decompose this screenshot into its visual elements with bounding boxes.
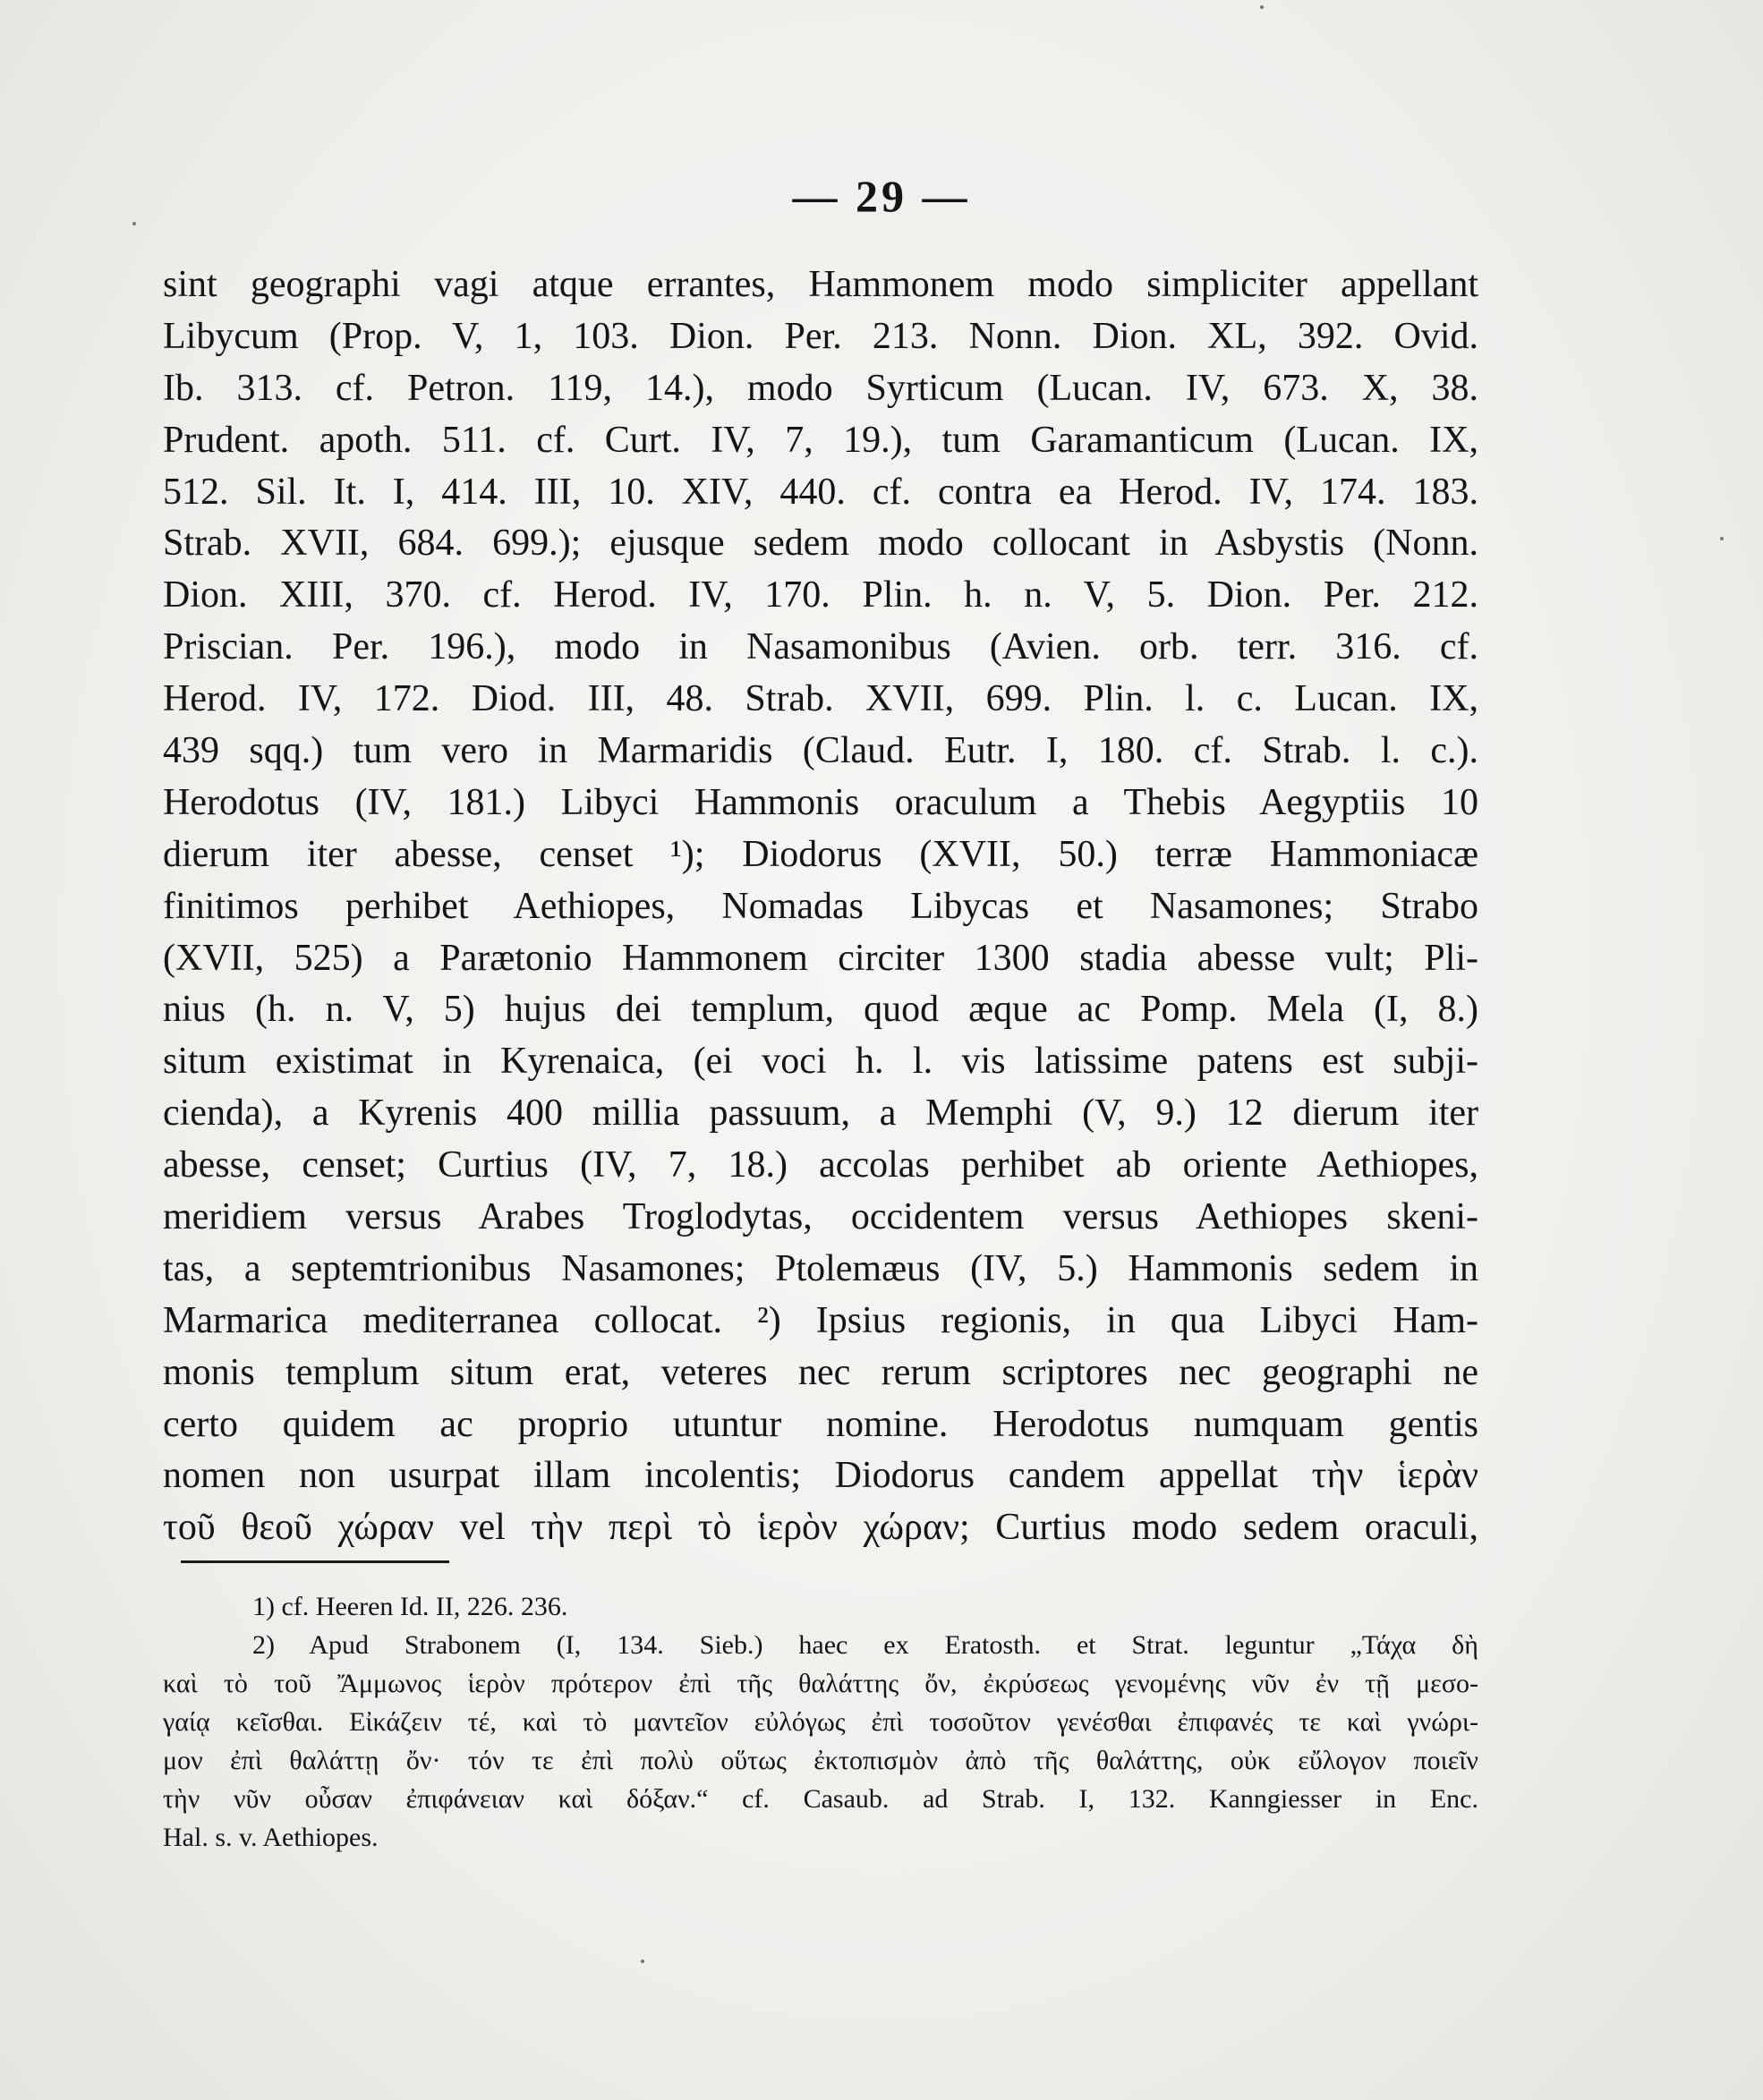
footnote-2: 2) Apud Strabonem (I, 134. Sieb.) haec ex Eratosth. et Strat. leguntur „Τάχα δὴ (252, 1630, 1478, 1660)
text-line: meridiem versus Arabes Troglodytas, occidentem versus Aethiopes skeni- (163, 1196, 1478, 1238)
text-line: Ib. 313. cf. Petron. 119, 14.), modo Syrticum (Lucan. IV, 673. X, 38. (163, 367, 1478, 409)
text-line: Marmarica mediterranea collocat. ²) Ipsius regionis, in qua Libyci Ham- (163, 1299, 1478, 1341)
text-line: abesse, censet; Curtius (IV, 7, 18.) accolas perhibet ab oriente Aethiopes, (163, 1144, 1478, 1186)
footnote-line: Hal. s. v. Aethiopes. (163, 1823, 379, 1852)
page-number: — 29 — (792, 171, 971, 221)
text-line: situm existimat in Kyrenaica, (ei voci h. l. vis latissime patens est subji- (163, 1041, 1478, 1083)
paper-speck (641, 1960, 644, 1963)
text-line: τοῦ θεοῦ χώραν vel τὴν περὶ τὸ ἱερὸν χώραν; Curtius modo sedem oraculi, (163, 1507, 1478, 1549)
text-line: Herod. IV, 172. Diod. III, 48. Strab. XVII, 699. Plin. l. c. Lucan. IX, (163, 678, 1478, 720)
text-line: Prudent. apoth. 511. cf. Curt. IV, 7, 19.), tum Garamanticum (Lucan. IX, (163, 419, 1478, 461)
footnote-line: γαίᾳ κεῖσθαι. Εἰκάζειν τέ, καὶ τὸ μαντεῖον εὐλόγως ἐπὶ τοσοῦτον γενέσθαι ἐπιφανές τε καὶ γνώρι- (163, 1707, 1478, 1737)
text-line: monis templum situm erat, veteres nec rerum scriptores nec geographi ne (163, 1351, 1478, 1393)
text-line: Herodotus (IV, 181.) Libyci Hammonis oraculum a Thebis Aegyptiis 10 (163, 781, 1478, 823)
text-line: cienda), a Kyrenis 400 millia passuum, a Memphi (V, 9.) 12 dierum iter (163, 1093, 1478, 1135)
paper-speck (1720, 537, 1724, 540)
text-line: nomen non usurpat illam incolentis; Diodorus candem appellat τὴν ἱερὰν (163, 1455, 1478, 1497)
text-line: Priscian. Per. 196.), modo in Nasamonibus (Avien. orb. terr. 316. cf. (163, 626, 1478, 668)
text-line: sint geographi vagi atque errantes, Hammonem modo simpliciter appellant (163, 264, 1478, 305)
footnote-1: 1) cf. Heeren Id. II, 226. 236. (252, 1592, 568, 1621)
paper-speck (1260, 5, 1264, 9)
text-line: 512. Sil. It. I, 414. III, 10. XIV, 440. cf. contra ea Herod. IV, 174. 183. (163, 471, 1478, 513)
footnote-line: καὶ τὸ τοῦ Ἄμμωνος ἱερὸν πρότερον ἐπὶ τῆς θαλάττης ὄν, ἐκρύσεως γενομένης νῦν ἐν τῇ μεσο- (163, 1669, 1478, 1698)
text-line: nius (h. n. V, 5) hujus dei templum, quod æque ac Pomp. Mela (I, 8.) (163, 989, 1478, 1031)
text-line: finitimos perhibet Aethiopes, Nomadas Libycas et Nasamones; Strabo (163, 885, 1478, 927)
footnote-line: τὴν νῦν οὖσαν ἐπιφάνειαν καὶ δόξαν.“ cf. Casaub. ad Strab. I, 132. Kanngiesser in Enc. (163, 1784, 1478, 1814)
text-line: Strab. XVII, 684. 699.); ejusque sedem modo collocant in Asbystis (Nonn. (163, 523, 1478, 565)
text-line: tas, a septemtrionibus Nasamones; Ptolemæus (IV, 5.) Hammonis sedem in (163, 1247, 1478, 1289)
footnote-line: μον ἐπὶ θαλάττῃ ὄν· τόν τε ἐπὶ πολὺ οὕτως ἐκτοπισμὸν ἀπὸ τῆς θαλάττης, οὐκ εὔλογον ποιεῖν (163, 1746, 1478, 1775)
text-line: dierum iter abesse, censet ¹); Diodorus (XVII, 50.) terræ Hammoniacæ (163, 833, 1478, 875)
text-line: 439 sqq.) tum vero in Marmaridis (Claud. Eutr. I, 180. cf. Strab. l. c.). (163, 730, 1478, 772)
text-line: Libycum (Prop. V, 1, 103. Dion. Per. 213. Nonn. Dion. XL, 392. Ovid. (163, 315, 1478, 357)
paper-speck (132, 222, 136, 225)
main-text (163, 259, 1478, 1554)
text-line: (XVII, 525) a Parætonio Hammonem circiter 1300 stadia abesse vult; Pli- (163, 937, 1478, 979)
text-line: certo quidem ac proprio utuntur nomine. Herodotus numquam gentis (163, 1403, 1478, 1445)
footnote-rule (181, 1560, 449, 1563)
text-line: Dion. XIII, 370. cf. Herod. IV, 170. Plin. h. n. V, 5. Dion. Per. 212. (163, 574, 1478, 616)
footnotes (163, 1587, 1478, 1857)
